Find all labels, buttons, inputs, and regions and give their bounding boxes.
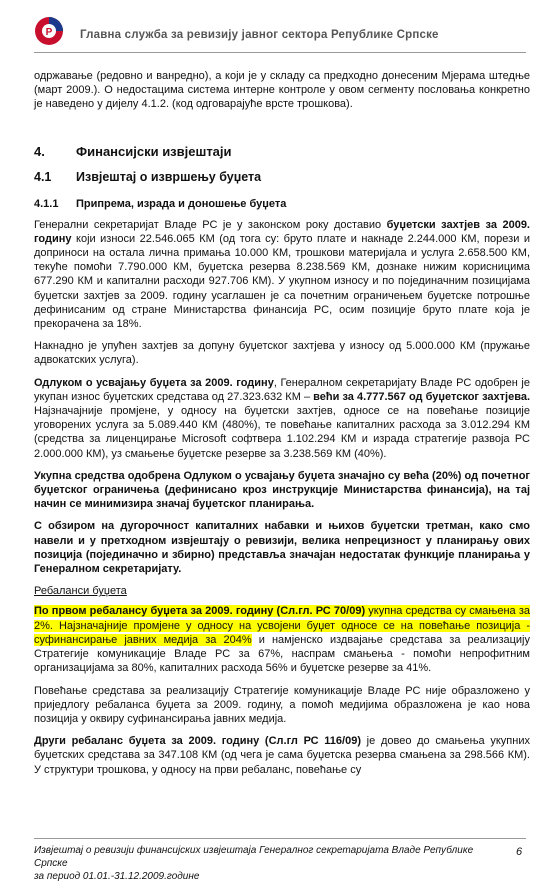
page-header	[34, 14, 530, 54]
total-funds-paragraph	[34, 469, 530, 512]
section-title: Финансијски извјештаји	[76, 143, 232, 159]
text-run: укупна средства су смањена за 2%. Најзначајније промјене у односу на усвојени буџет односе се на повећање позиција - суфинансирање јавних медија за 204%	[34, 605, 530, 646]
subsection-heading	[34, 170, 530, 184]
text-run: , Генералном секретаријату Владе РС одобрен је укупан износ буџетских средстава од 27.323.632 КМ –	[34, 376, 530, 403]
subsection-number: 4.1	[34, 169, 52, 184]
subsubsection-heading	[34, 198, 530, 210]
first-rebalance-paragraph	[34, 604, 530, 675]
bold-run: буџетски захтјев за 2009. годину	[34, 218, 530, 245]
text-run: и намјенско издвајање средстава за реализацију Стратегије комуникације Владе РС за 67%, наспрам смањења - помоћи непрофитним организацијама за 80%, капиталних расхода 56% и буџетске резерве за 41%.	[34, 633, 530, 675]
header-divider	[34, 52, 526, 53]
subsection-title: Извјештај о извршењу буџета	[76, 169, 262, 184]
section-number: 4.	[34, 143, 45, 159]
budget-request-paragraph	[34, 218, 530, 332]
text-run: је довео до смањења укупних буџетских средстава за 347.108 КМ (од чега је сама буџетска резерва смањена за 298.566 КМ). У структури трошкова, у односу на први ребаланс, повећање су	[34, 735, 530, 776]
strategy-paragraph: Повећање средстава за реализацију Стратегије комуникације Владе РС није образложено у приједлогу ребаланса буџета за 2009. годину, а помоћ медијима образложена је као нова позиција у оквиру суфинансирања јавних медија.	[34, 684, 530, 725]
subsubsection-number: 4.1.1	[34, 197, 59, 210]
svg-text:Р: Р	[45, 27, 53, 38]
footer-line-2: за период 01.01.-31.12.2009.године	[34, 871, 200, 882]
text-run: који износи 22.546.065 КМ (од тога су: бруто плате и накнаде 2.244.000 КМ, порези и доприноси на остала лична примања 10.000 КМ, трошкови материјала и услуга 2.658.500 КМ, текуће помоћи 7.790.000 КМ, буџетска резерва 8.238.569 КМ, дознаке нижим корисницима 677.290 КМ и капитални расходи 927.706 КМ). У укупном износу и по појединачним позицијама буџетски захтјев за 2009. годину усаглашен је са почетним ограничењем буџетске потрошње дефинисаним од стране Министарства финансија РС, осим позиције бруто плате која је прекорачена за 18%.	[34, 232, 530, 331]
text-run: Најзначајније промјене, у односу на буџетски захтјев, односе се на повећање позиције уговорених услуга за 5.089.440 КМ (480%), те повећање капиталних расхода за 3.012.294 КМ (средства за лиценцирање Microsoft софтвера 1.102.294 КМ и израда стратегије развоја РС 2.000.000 КМ), уз смањење буџетске резерве за 3.238.569 КМ (40%).	[34, 405, 530, 460]
page-footer	[34, 844, 504, 883]
page-number: 6	[516, 846, 523, 858]
subsubsection-title: Припрема, израда и доношење буџета	[76, 197, 287, 210]
bold-run: Други ребаланс буџета за 2009. годину (Сл.гл РС 116/09)	[34, 735, 361, 748]
supplement-paragraph: Накнадно је упућен захтјев за допуну буџетског захтјева у износу од 5.000.000 КМ (пружање адвокатских услуга).	[34, 340, 530, 367]
bold-run: С обзиром на дугорочност капиталних набавки и њихов буџетски третман, како смо навели и у претходном извјештају о ревизији, велика непрецизност у планирању ових позиција (појединачно и збирно) представља значајан недостатак функције планирања у Генералном секретаријату.	[34, 520, 530, 576]
rebalance-subheading: Ребаланси буџета	[34, 585, 127, 598]
second-rebalance-paragraph	[34, 734, 530, 777]
bold-run: већи за 4.777.567 од буџетског захтјева.	[313, 390, 530, 403]
decision-paragraph	[34, 376, 530, 461]
document-body	[34, 69, 530, 785]
text-run: Генерални секретаријат Владе РС је у законском року доставио	[34, 218, 387, 231]
capital-procurement-paragraph	[34, 519, 530, 576]
footer-divider	[34, 838, 526, 839]
institution-logo-icon	[34, 16, 64, 46]
header-title: Главна служба за ревизију јавног сектора Републике Српске	[80, 29, 439, 41]
bold-run: Укупна средства одобрена Одлуком о усвајању буџета значајно су већа (20%) од почетног буџетског ограничења (дефинисано кроз инструкције Министарства финансија), на тај начин се минимизира значај буџетског планирања.	[34, 469, 530, 511]
intro-paragraph: одржавање (редовно и ванредно), а који је у складу са предходно донесеним Мјерама штедње (март 2009.). О недостацима система интерне контроле у овом сегменту пословања конкретно је наведено у дијелу 4.1.2. (код одговарајуће врсте трошкова).	[34, 70, 530, 111]
footer-line-1: Извјештај о ревизији финансијских извјештаја Генералног секретаријата Владе Републике Српске	[34, 845, 474, 869]
bold-run: По првом ребалансу буџета за 2009. годину (Сл.гл. РС 70/09)	[34, 605, 366, 618]
section-heading	[34, 144, 530, 159]
bold-run: Одлуком о усвајању буџета за 2009. годину	[34, 376, 274, 389]
